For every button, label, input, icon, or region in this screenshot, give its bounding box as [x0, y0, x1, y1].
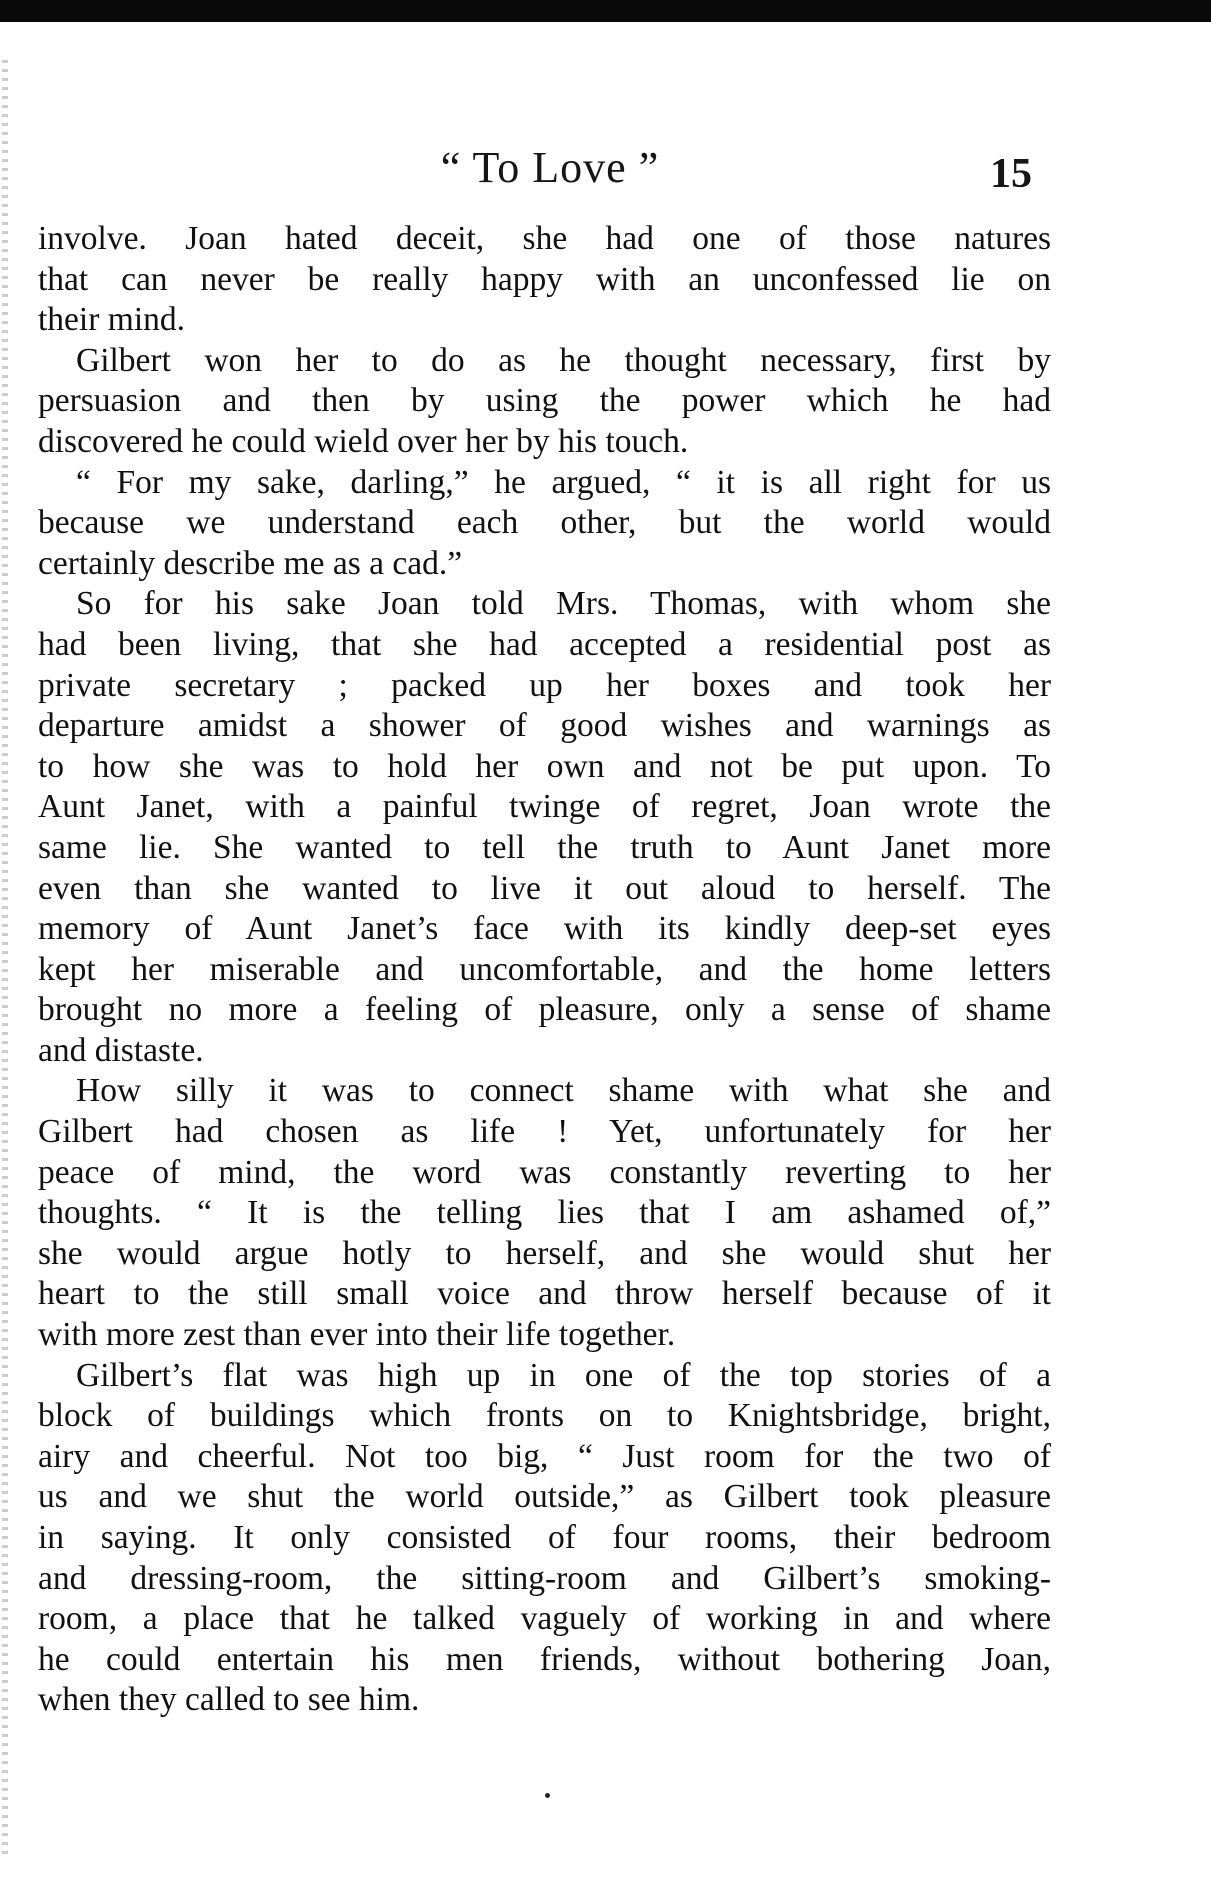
page-number: 15 [990, 151, 1032, 197]
text-line: to how she was to hold her own and not be put upon. To [38, 747, 1051, 785]
text-line: with more zest than ever into their life together. [38, 1316, 676, 1354]
text-line: and dressing-room, the sitting-room and Gilbert’s smoking- [38, 1559, 1051, 1597]
ink-speck [545, 1793, 550, 1798]
text-line: Gilbert won her to do as he thought necessary, first by [76, 341, 1051, 379]
text-line: involve. Joan hated deceit, she had one of those natures [38, 220, 1051, 257]
scan-gutter-edge [2, 60, 8, 1860]
text-line: same lie. She wanted to tell the truth to Aunt Janet more [38, 828, 1051, 866]
text-line: discovered he could wield over her by his touch. [38, 422, 689, 460]
text-line: room, a place that he talked vaguely of working in and where [38, 1600, 1051, 1638]
text-line: private secretary ; packed up her boxes and took her [38, 666, 1051, 704]
text-line: peace of mind, the word was constantly reverting to her [38, 1153, 1051, 1191]
text-line: had been living, that she had accepted a residential post as [38, 625, 1051, 663]
text-line: certainly describe me as a cad.” [38, 544, 463, 582]
text-line: memory of Aunt Janet’s face with its kindly deep-set eyes [38, 910, 1051, 948]
text-line: So for his sake Joan told Mrs. Thomas, with whom she [76, 585, 1051, 623]
text-line: airy and cheerful. Not too big, “ Just room for the two of [38, 1437, 1051, 1475]
text-line: block of buildings which fronts on to Knightsbridge, bright, [38, 1397, 1051, 1435]
text-line: us and we shut the world outside,” as Gilbert took pleasure [38, 1478, 1051, 1516]
text-line: she would argue hotly to herself, and she would shut her [38, 1234, 1051, 1272]
text-line: in saying. It only consisted of four rooms, their bedroom [38, 1519, 1051, 1556]
text-line: Aunt Janet, with a painful twinge of regret, Joan wrote the [38, 788, 1051, 826]
running-header-title: “ To Love ” [440, 143, 660, 192]
text-line: persuasion and then by using the power which he had [38, 382, 1051, 420]
text-line: Gilbert’s flat was high up in one of the top stories of a [76, 1356, 1051, 1394]
text-line: “ For my sake, darling,” he argued, “ it is all right for us [76, 463, 1051, 501]
body-text [38, 219, 1051, 1721]
text-line: when they called to see him. [38, 1681, 420, 1719]
text-line: departure amidst a shower of good wishes and warnings as [38, 707, 1051, 745]
text-line: their mind. [38, 301, 186, 339]
text-line: he could entertain his men friends, without bothering Joan, [38, 1640, 1051, 1678]
scan-top-border [0, 0, 1211, 22]
text-line: and distaste. [38, 1031, 204, 1069]
text-line: that can never be really happy with an unconfessed lie on [38, 260, 1051, 298]
text-line: thoughts. “ It is the telling lies that I am ashamed of,” [38, 1194, 1051, 1232]
text-line: How silly it was to connect shame with what she and [76, 1072, 1051, 1110]
text-line: heart to the still small voice and throw herself because of it [38, 1275, 1051, 1313]
text-line: even than she wanted to live it out aloud to herself. The [38, 869, 1051, 907]
text-line: brought no more a feeling of pleasure, only a sense of shame [38, 991, 1051, 1029]
text-line: kept her miserable and uncomfortable, and the home letters [38, 950, 1051, 988]
text-line: Gilbert had chosen as life ! Yet, unfortunately for her [38, 1113, 1051, 1151]
text-line: because we understand each other, but the world would [38, 504, 1051, 542]
